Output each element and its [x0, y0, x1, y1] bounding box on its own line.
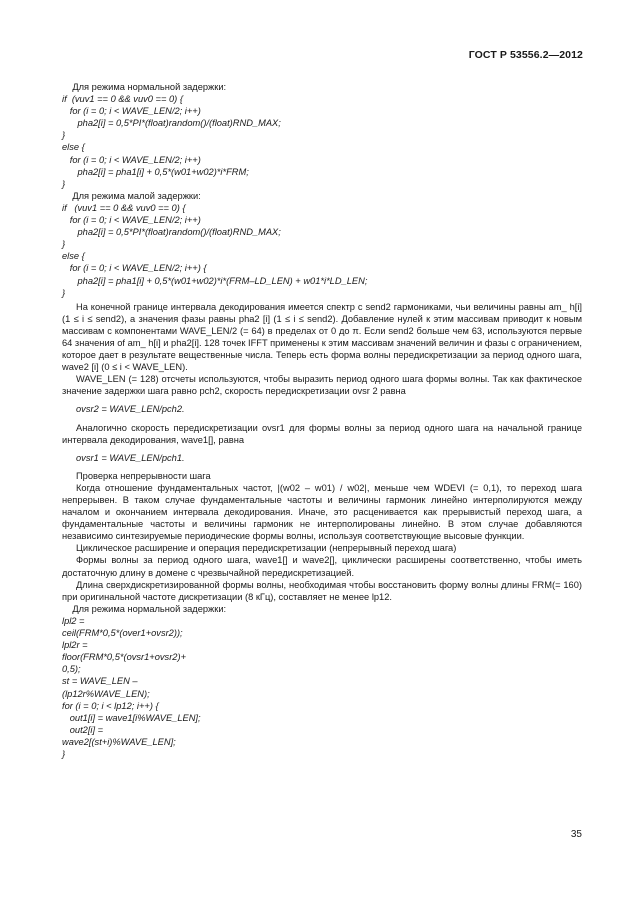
code-line: for (i = 0; i < lp12; i++) { [62, 700, 159, 711]
code-line: ceil(FRM*0,5*(over1+ovsr2)); [62, 628, 183, 639]
code-line: pha2[i] = pha1[i] + 0,5*(w01+w02)*i*FRM; [62, 166, 249, 177]
code-line: Для режима нормальной задержки: [62, 82, 227, 92]
code-block-normal-delay [62, 603, 582, 760]
code-line: wave2[(st+i)%WAVE_LEN]; [62, 736, 176, 747]
code-line: Для режима малой задержки: [62, 190, 201, 201]
code-line: out2[i] = [62, 724, 104, 735]
page-content [62, 81, 582, 760]
code-line: for (i = 0; i < WAVE_LEN/2; i++) [62, 215, 201, 226]
code-line: for (i = 0; i < WAVE_LEN/2; i++) [62, 154, 201, 165]
code-line: } [62, 130, 66, 141]
code-line: } [62, 748, 66, 759]
code-line: floor(FRM*0,5*(ovsr1+ovsr2)+ [62, 652, 186, 663]
code-line: lpl2 = [62, 615, 85, 626]
page-number: 35 [570, 829, 582, 840]
code-line: lpl2r = [62, 640, 88, 651]
code-line: pha2[i] = 0,5*PI*(float)random()/(float)RND_MAX; [62, 227, 281, 238]
code-line: (lp12r%WAVE_LEN); [62, 688, 150, 699]
code-line: 0,5); [62, 664, 81, 675]
code-line: st = WAVE_LEN – [62, 676, 138, 687]
heading-pitch-continuity: Проверка непрерывности шага [76, 470, 211, 481]
code-line: else { [62, 142, 85, 153]
code-line: for (i = 0; i < WAVE_LEN/2; i++) { [62, 263, 207, 274]
paragraph-ovsr1: Аналогично скорость передискретизации ovsr1 для формы волны за период одного шага на начальной границе интервала декодирования, wave1[], равна [62, 422, 582, 445]
formula-ovsr1: ovsr1 = WAVE_LEN/pch1. [76, 452, 185, 463]
standard-header: ГОСТ Р 53556.2—2012 [468, 49, 583, 61]
heading-cyclic-extension: Циклическое расширение и операция передискретизации (непрерывный переход шага) [76, 543, 457, 554]
code-line: pha2[i] = 0,5*PI*(float)random()/(float)RND_MAX; [62, 118, 281, 129]
paragraph-oversampled-length: Длина сверхдискретизированной формы волны, необходимая чтобы восстановить форму волны длины FRM(= 160) при оригинальной частоте дискретизации (8 кГц), составляет не менее lp12. [62, 579, 582, 602]
code-line: Для режима нормальной задержки: [62, 603, 227, 614]
code-line: out1[i] = wave1[i%WAVE_LEN]; [62, 712, 201, 723]
paragraph-wave-len: WAVE_LEN (= 128) отсчеты используются, чтобы выразить период одного шага формы волны. Так как фактическое значение задержки шага равно pch2, скорость передискретизации ovsr 2 равна [62, 374, 582, 397]
code-line: } [62, 239, 66, 250]
paragraph-cyclic-extension: Формы волны за период одного шага, wave1[] и wave2[], циклически расширены соответственно, чтобы иметь достаточную длину в домене с чрезвычайной передискретизацией. [62, 555, 582, 578]
paragraph-pitch-continuity: Когда отношение фундаментальных частот, |(w02 – w01) / w02|, меньше чем WDEVI (= 0,1), то переход шага непрерывен. В таком случае фундаментальные частоты и величины гармоник линейно интерполируются между началом и окончанием интервала декодирования. Иначе, это расценивается как прерывистый переход шага, а фундаментальные частоты и величины гармоник не интерполированы линейно. В этом случае добавляются независимо синтезируемые периодические формы волны, используя соответствующие высовые функции. [62, 482, 582, 542]
code-line: } [62, 287, 66, 298]
code-line: } [62, 178, 66, 189]
code-line: else { [62, 251, 85, 262]
code-block-delay-modes [62, 81, 582, 299]
code-line: pha2[i] = pha1[i] + 0,5*(w01+w02)*i*(FRM–LD_LEN) + w01*i*LD_LEN; [62, 275, 368, 286]
formula-ovsr2: ovsr2 = WAVE_LEN/pch2. [76, 404, 185, 415]
code-line: for (i = 0; i < WAVE_LEN/2; i++) [62, 106, 201, 117]
paragraph-spectrum: На конечной границе интервала декодирования имеется спектр с send2 гармониками, чьи величины равны am_ h[i] (1 ≤ i ≤ send2), а значения фазы равны pha2 [i] (1 ≤ i ≤ send2). Добавление нулей к этим массивам приводит к новым массивам с компонентами WAVE_LEN/2 (= 64) в пределах от 0 до π. Если send2 больше чем 63, используются первые 64 значения of am_ h[i] и pha2[i]. 128 точек IFFT применены к этим массивам значений величин и фазы с ограничением, которое дает в результате вещественные числа. Теперь есть форма волны передискретизации за период одного шага, wave2 [i] (0 ≤ i < WAVE_LEN). [62, 301, 582, 373]
code-line: if (vuv1 == 0 && vuv0 == 0) { [62, 94, 183, 105]
code-line: if (vuv1 == 0 && vuv0 == 0) { [62, 202, 186, 213]
